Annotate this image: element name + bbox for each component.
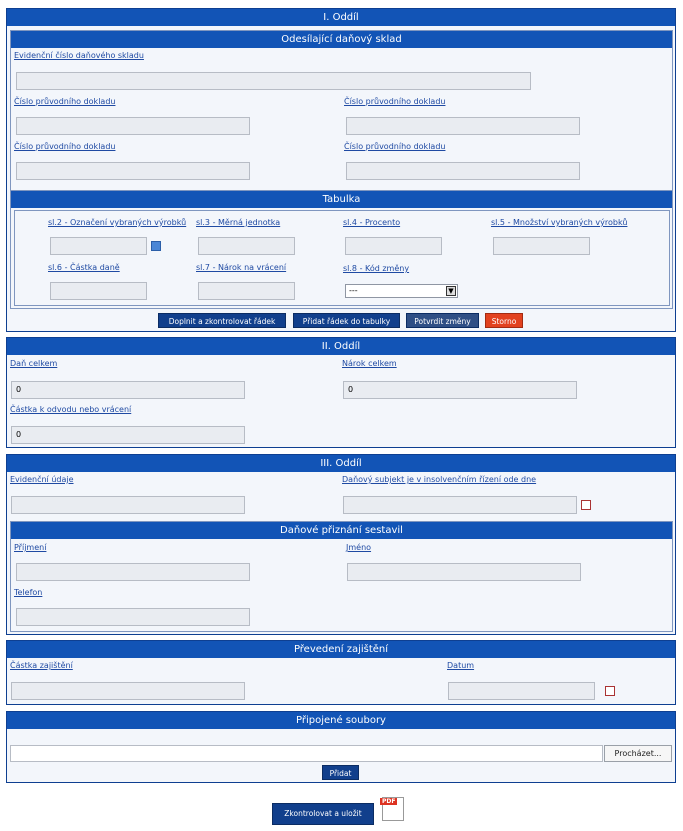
zkontrolovat-ulozit-button[interactable]: Zkontrolovat a uložit xyxy=(272,803,374,825)
zajisteni-title: Převedení zajištění xyxy=(7,641,675,658)
section3-title: III. Oddíl xyxy=(7,455,675,472)
insolvence-label[interactable]: Daňový subjekt je v insolvenčním řízení ode dne xyxy=(342,475,537,484)
calendar-icon[interactable] xyxy=(581,500,591,510)
section1-panel xyxy=(6,8,676,332)
table-subpanel xyxy=(10,190,673,309)
col6-input[interactable] xyxy=(50,282,147,300)
col7-label[interactable]: sl.7 - Nárok na vrácení xyxy=(196,263,287,272)
cislo-dokladu-input-1[interactable] xyxy=(16,117,250,135)
chevron-down-icon[interactable]: ▼ xyxy=(446,286,456,296)
lookup-icon[interactable] xyxy=(151,241,161,251)
telefon-label[interactable]: Telefon xyxy=(14,588,43,597)
cislo-dokladu-label-3[interactable]: Číslo průvodního dokladu xyxy=(14,142,116,151)
kod-zmeny-select[interactable] xyxy=(345,284,458,298)
potvrdit-button[interactable]: Potvrdit změny xyxy=(406,313,479,328)
sender-subpanel xyxy=(10,30,673,191)
sestavil-title: Daňové přiznání sestavil xyxy=(11,522,672,539)
dan-celkem-label[interactable]: Daň celkem xyxy=(10,359,58,368)
castka-zajisteni-input[interactable] xyxy=(11,682,245,700)
evidencni-cislo-input[interactable] xyxy=(16,72,531,90)
section1-title: I. Oddíl xyxy=(7,9,675,26)
pridat-radek-button[interactable]: Přidat řádek do tabulky xyxy=(293,313,400,328)
section2-title: II. Oddíl xyxy=(7,338,675,355)
evidencni-udaje-input[interactable] xyxy=(11,496,245,514)
col3-input[interactable] xyxy=(198,237,295,255)
kod-zmeny-value: --- xyxy=(349,286,358,295)
soubory-panel xyxy=(6,711,676,783)
sestavil-subpanel xyxy=(10,521,673,632)
calendar-icon[interactable] xyxy=(605,686,615,696)
col8-label[interactable]: sl.8 - Kód změny xyxy=(343,264,410,273)
castka-zajisteni-label[interactable]: Částka zajištění xyxy=(10,661,73,670)
cislo-dokladu-label-1[interactable]: Číslo průvodního dokladu xyxy=(14,97,116,106)
file-path-input[interactable] xyxy=(10,745,603,762)
section3-panel xyxy=(6,454,676,635)
cislo-dokladu-input-4[interactable] xyxy=(346,162,580,180)
castka-odvodu-input[interactable]: 0 xyxy=(11,426,245,444)
jmeno-input[interactable] xyxy=(347,563,581,581)
col6-label[interactable]: sl.6 - Částka daně xyxy=(48,263,120,272)
col5-input[interactable] xyxy=(493,237,590,255)
pridat-soubor-button[interactable]: Přidat xyxy=(322,765,359,780)
evidencni-cislo-label[interactable]: Evidenční číslo daňového skladu xyxy=(14,51,144,60)
storno-button[interactable]: Storno xyxy=(485,313,523,328)
datum-label[interactable]: Datum xyxy=(447,661,475,670)
table-title: Tabulka xyxy=(11,191,672,208)
pdf-icon[interactable] xyxy=(382,797,404,821)
col4-label[interactable]: sl.4 - Procento xyxy=(343,218,401,227)
soubory-title: Připojené soubory xyxy=(7,712,675,729)
col5-label[interactable]: sl.5 - Množství vybraných výrobků xyxy=(491,218,628,227)
col2-input[interactable] xyxy=(50,237,147,255)
prijmeni-input[interactable] xyxy=(16,563,250,581)
narok-celkem-input[interactable]: 0 xyxy=(343,381,577,399)
doplnit-button[interactable]: Doplnit a zkontrolovat řádek xyxy=(158,313,286,328)
browse-button[interactable]: Procházet... xyxy=(604,745,672,762)
jmeno-label[interactable]: Jméno xyxy=(346,543,372,552)
col4-input[interactable] xyxy=(345,237,442,255)
telefon-input[interactable] xyxy=(16,608,250,626)
insolvence-input[interactable] xyxy=(343,496,577,514)
cislo-dokladu-input-2[interactable] xyxy=(346,117,580,135)
prijmeni-label[interactable]: Příjmení xyxy=(14,543,47,552)
pdf-icon-label: PDF xyxy=(382,798,396,805)
sender-title: Odesílající daňový sklad xyxy=(11,31,672,48)
col7-input[interactable] xyxy=(198,282,295,300)
cislo-dokladu-label-4[interactable]: Číslo průvodního dokladu xyxy=(344,142,446,151)
table-inner xyxy=(14,210,670,306)
section2-panel xyxy=(6,337,676,448)
cislo-dokladu-input-3[interactable] xyxy=(16,162,250,180)
castka-odvodu-label[interactable]: Částka k odvodu nebo vrácení xyxy=(10,405,132,414)
datum-input[interactable] xyxy=(448,682,595,700)
col2-label[interactable]: sl.2 - Označení vybraných výrobků xyxy=(48,218,187,227)
zajisteni-panel xyxy=(6,640,676,705)
dan-celkem-input[interactable]: 0 xyxy=(11,381,245,399)
evidencni-udaje-label[interactable]: Evidenční údaje xyxy=(10,475,74,484)
narok-celkem-label[interactable]: Nárok celkem xyxy=(342,359,397,368)
col3-label[interactable]: sl.3 - Měrná jednotka xyxy=(196,218,281,227)
cislo-dokladu-label-2[interactable]: Číslo průvodního dokladu xyxy=(344,97,446,106)
